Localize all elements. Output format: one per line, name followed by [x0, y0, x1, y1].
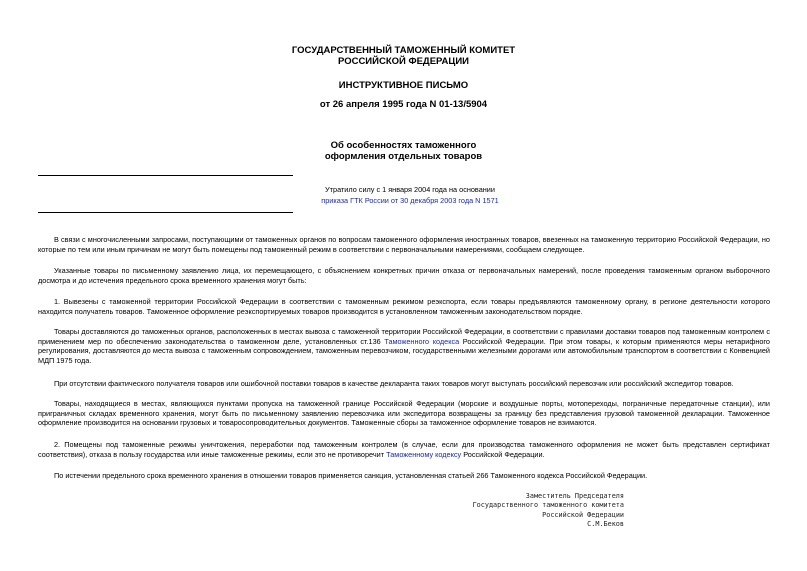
signature-country: Российской Федерации	[542, 511, 624, 519]
authority-line-2: РОССИЙСКОЙ ФЕДЕРАЦИИ	[337, 56, 469, 67]
title-line-2: оформления отдельных товаров	[324, 151, 483, 162]
customs-code-link[interactable]: Таможенного кодекса	[384, 336, 460, 346]
status-note: Утратило силу с 1 января 2004 года на основании	[325, 185, 495, 194]
signature-position: Заместитель Председателя	[525, 492, 624, 500]
paragraph-delivery-text-a: Товары доставляются до таможенных органов, расположенных в местах вывоза с таможенной территории Российской Федерации, в соответствии с правилами доставки товаров под таможенным контролем с применением мер по обеспечению законодательства о таможенном деле, установленных ст.136	[38, 327, 770, 346]
signature-name: С.М.Беков	[587, 520, 624, 528]
document-title	[0, 140, 807, 162]
status-note-link-line	[260, 196, 560, 206]
document-date-number: от 26 апреля 1995 года N 01-13/5904	[319, 99, 488, 110]
paragraph-delivery	[38, 327, 770, 365]
paragraph-item-1: 1. Вывезены с таможенной территории Российской Федерации в соответствии с таможенным режимом реэкспорта, если товары предъявляются таможенному органу, в регионе деятельности которого находится получатель товаров. Таможенное оформление реэкспортируемых товаров производится в установленном таможенным законодательством порядке.	[38, 297, 770, 316]
document-type: ИНСТРУКТИВНОЕ ПИСЬМО	[338, 80, 469, 91]
paragraph-border-goods: Товары, находящиеся в местах, являющихся пунктами пропуска на таможенной границе Российской Федерации (морские и воздушные порты, мотопереходы, пограничные передаточные станции), или приграничных складах временного хранения, могут быть по письменному заявлению перевозчика или экспедитора возвращены за границу без представления грузовой таможенной декларации. Таможенное оформление производится на основании грузовых и товаросопроводительных документов. Таможенные сборы за таможенное оформление товаров не взимаются.	[38, 399, 770, 427]
signature-agency: Государственного таможенного комитета	[472, 501, 624, 509]
paragraph-conditions: Указанные товары по письменному заявлению лица, их перемещающего, с объяснением конкретных причин отказа от первоначальных намерений, после проведения таможенным органом выборочного досмотра и до истечения предельного срока временного хранения могут быть:	[38, 266, 770, 285]
title-line-1: Об особенностях таможенного	[330, 140, 477, 151]
authority-line-1: ГОСУДАРСТВЕННЫЙ ТАМОЖЕННЫЙ КОМИТЕТ	[291, 45, 516, 56]
paragraph-sanction: По истечении предельного срока временного хранения в отношении товаров применяется санкция, установленная статьей 266 Таможенного кодекса Российской Федерации.	[54, 471, 648, 480]
customs-code-link-2[interactable]: Таможенному кодексу	[386, 449, 462, 459]
divider-top	[38, 175, 293, 176]
repeal-order-link[interactable]: приказа ГТК России от 30 декабря 2003 года N 1571	[321, 196, 499, 205]
paragraph-intro: В связи с многочисленными запросами, поступающими от таможенных органов по вопросам таможенного оформления иностранных товаров, ввезенных на таможенную территорию Российской Федерации, но которые по тем или иным причинам не могут быть помещены под таможенный режим в соответствии с первоначальными намерениями, сообщаем следующее.	[38, 235, 770, 254]
paragraph-item-2	[38, 440, 770, 459]
paragraph-item-2-text-a: 2. Помещены под таможенные режимы уничтожения, переработки под таможенным контролем (в случае, если для производства таможенного оформления не может быть представлен сертификат соответствия), отказа в пользу государства или иные таможенные режимы, если это не противоречит	[38, 440, 770, 459]
paragraph-declarant: При отсутствии фактического получателя товаров или ошибочной поставки товаров в качестве декларанта таких товаров могут выступать российский перевозчик или российский экспедитор товаров.	[54, 379, 734, 388]
paragraph-delivery-text-b: Российской Федерации. При этом товары, к которым применяются меры нетарифного регулирования, доставляются до места вывоза с таможенным сопровождением, таможенным перевозчиком, государственными железными дорогами или автомобильным транспортом в соответствии с Конвенцией МДП 1975 года.	[38, 336, 770, 365]
divider-bottom	[38, 212, 293, 213]
issuing-authority	[0, 45, 807, 67]
paragraph-item-2-text-b: Российской Федерации.	[461, 449, 545, 459]
